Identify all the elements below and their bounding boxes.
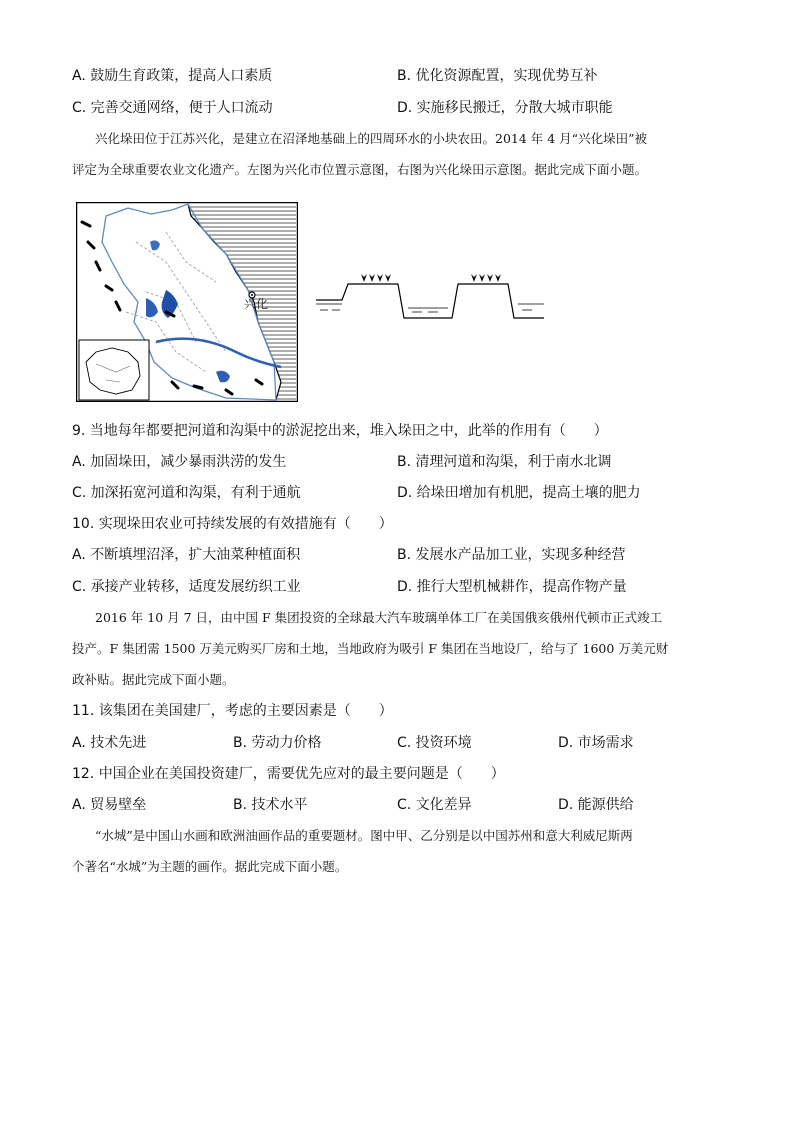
q12-option-b: B. 技术水平 [233, 797, 308, 813]
q11-option-c: C. 投资环境 [397, 735, 472, 751]
passage1-line2: 评定为全球重要农业文化遗产。左图为兴化市位置示意图，右图为兴化垛田示意图。据此完成下面小题。 [72, 162, 648, 177]
q9-option-b: B. 清理河道和沟渠，利于南水北调 [397, 454, 612, 470]
q11-option-b: B. 劳动力价格 [233, 735, 322, 751]
option-a: A. 鼓励生育政策，提高人口素质 [72, 68, 273, 84]
passage3-line2: 个著名“水城”为主题的画作。据此完成下面小题。 [72, 859, 348, 874]
q12-option-a: A. 贸易壁垒 [72, 797, 147, 813]
q10-stem: 10. 实现垛田农业可持续发展的有效措施有（ ） [72, 516, 393, 532]
passage3-line1: “水城”是中国山水画和欧洲油画作品的重要题材。图中甲、乙分别是以中国苏州和意大利威尼斯两 [95, 828, 633, 843]
duotian-cross-section [312, 268, 548, 328]
map-label-xinghua: 兴化 [244, 297, 269, 311]
q9-option-c: C. 加深拓宽河道和沟渠，有利于通航 [72, 485, 301, 501]
q12-option-d: D. 能源供给 [558, 797, 634, 813]
q10-option-d: D. 推行大型机械耕作，提高作物产量 [397, 579, 627, 595]
passage2-line3: 政补贴。据此完成下面小题。 [72, 672, 235, 687]
q10-option-b: B. 发展水产品加工业，实现多种经营 [397, 547, 626, 563]
q9-stem: 9. 当地每年都要把河道和沟渠中的淤泥挖出来，堆入垛田之中，此举的作用有（ ） [72, 423, 608, 439]
q9-option-d: D. 给垛田增加有机肥，提高土壤的肥力 [397, 485, 641, 501]
q12-stem: 12. 中国企业在美国投资建厂，需要优先应对的最主要问题是（ ） [72, 766, 505, 782]
passage2-line1: 2016 年 10 月 7 日，由中国 F 集团投资的全球最大汽车玻璃单体工厂在美国俄亥俄州代顿市正式竣工 [95, 610, 663, 625]
q11-option-a: A. 技术先进 [72, 735, 147, 751]
q11-option-d: D. 市场需求 [558, 735, 634, 751]
option-d: D. 实施移民搬迁，分散大城市职能 [397, 100, 613, 116]
q10-option-c: C. 承接产业转移，适度发展纺织工业 [72, 579, 301, 595]
q12-option-c: C. 文化差异 [397, 797, 472, 813]
xinghua-location-map [76, 202, 298, 402]
q10-option-a: A. 不断填埋沼泽，扩大油菜种植面积 [72, 547, 301, 563]
option-c: C. 完善交通网络，便于人口流动 [72, 100, 273, 116]
q9-option-a: A. 加固垛田，减少暴雨洪涝的发生 [72, 454, 287, 470]
q11-stem: 11. 该集团在美国建厂，考虑的主要因素是（ ） [72, 703, 393, 719]
passage1-line1: 兴化垛田位于江苏兴化，是建立在沼泽地基础上的四周环水的小块农田。2014 年 4 月“兴化垛田”被 [95, 131, 647, 146]
passage2-line2: 投产。F 集团需 1500 万美元购买厂房和土地，当地政府为吸引 F 集团在当地设厂，给与了 1600 万美元财 [72, 641, 669, 656]
option-b: B. 优化资源配置，实现优势互补 [397, 68, 598, 84]
